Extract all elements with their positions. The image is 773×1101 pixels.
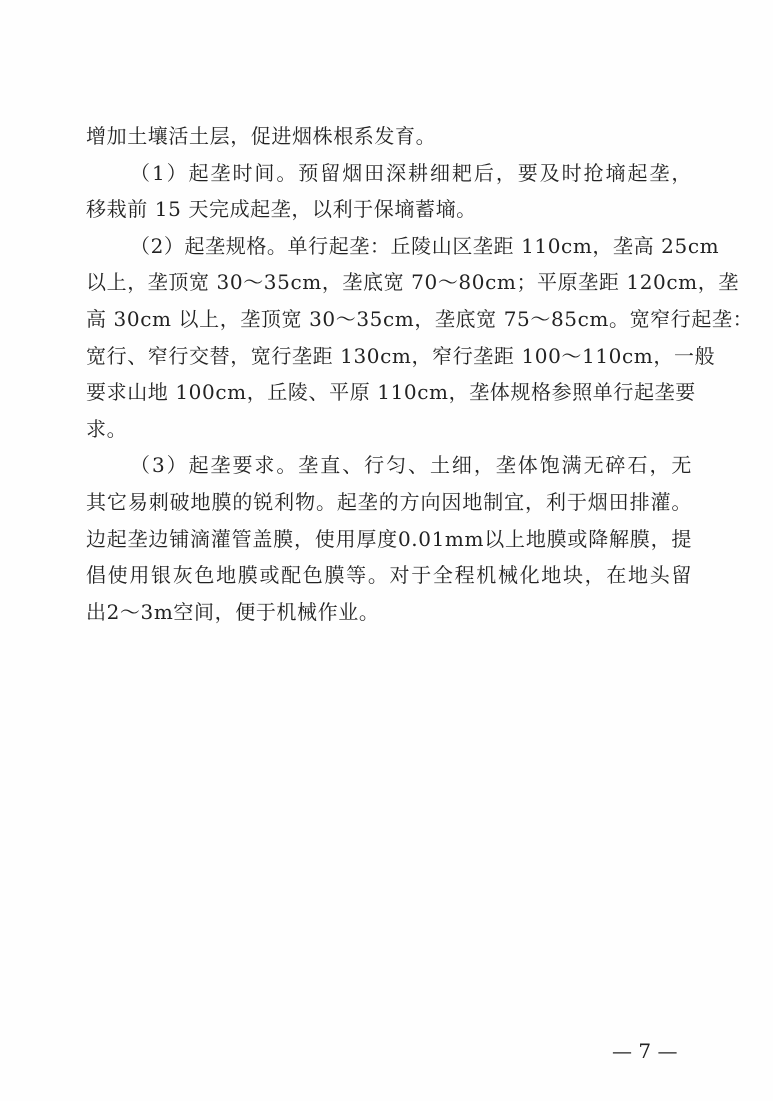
text-line: 要求山地 100cm，丘陵、平原 110cm，垄体规格参照单行起垄要 xyxy=(86,380,696,405)
paragraph-2-start: （2）起垄规格。单行起垄：丘陵山区垄距 110cm，垄高 25cm xyxy=(130,233,720,258)
text-line: 增加土壤活土层，促进烟株根系发育。 xyxy=(86,124,437,148)
text-line: 宽行、窄行交替，宽行垄距 130cm，窄行垄距 100～110cm，一般 xyxy=(86,343,716,368)
text-line: 边起垄边铺滴灌管盖膜，使用厚度0.01mm以上地膜或降解膜，提 xyxy=(86,526,692,551)
paragraph-3-start: （3）起垄要求。垄直、行匀、土细，垄体饱满无碎石，无 xyxy=(130,453,692,478)
text-line: 移栽前 15 天完成起垄，以利于保墒蓄墒。 xyxy=(86,197,477,222)
text-line: 求。 xyxy=(86,416,128,441)
text-line: 其它易刺破地膜的锐利物。起垄的方向因地制宜，利于烟田排灌。 xyxy=(86,489,692,514)
text-line: 高 30cm 以上，垄顶宽 30～35cm，垄底宽 75～85cm。宽窄行起垄： xyxy=(86,306,754,331)
text-line: 出2～3m空间，便于机械作业。 xyxy=(86,599,380,624)
document-body xyxy=(86,118,754,630)
text-line: 以上，垄顶宽 30～35cm，垄底宽 70～80cm；平原垄距 120cm，垄 xyxy=(86,270,739,295)
text-line: 倡使用银灰色地膜或配色膜等。对于全程机械化地块，在地头留 xyxy=(86,563,692,588)
paragraph-1-start: （1）起垄时间。预留烟田深耕细耙后，要及时抢墒起垄， xyxy=(130,160,692,185)
page-number: — 7 — xyxy=(612,1039,678,1063)
